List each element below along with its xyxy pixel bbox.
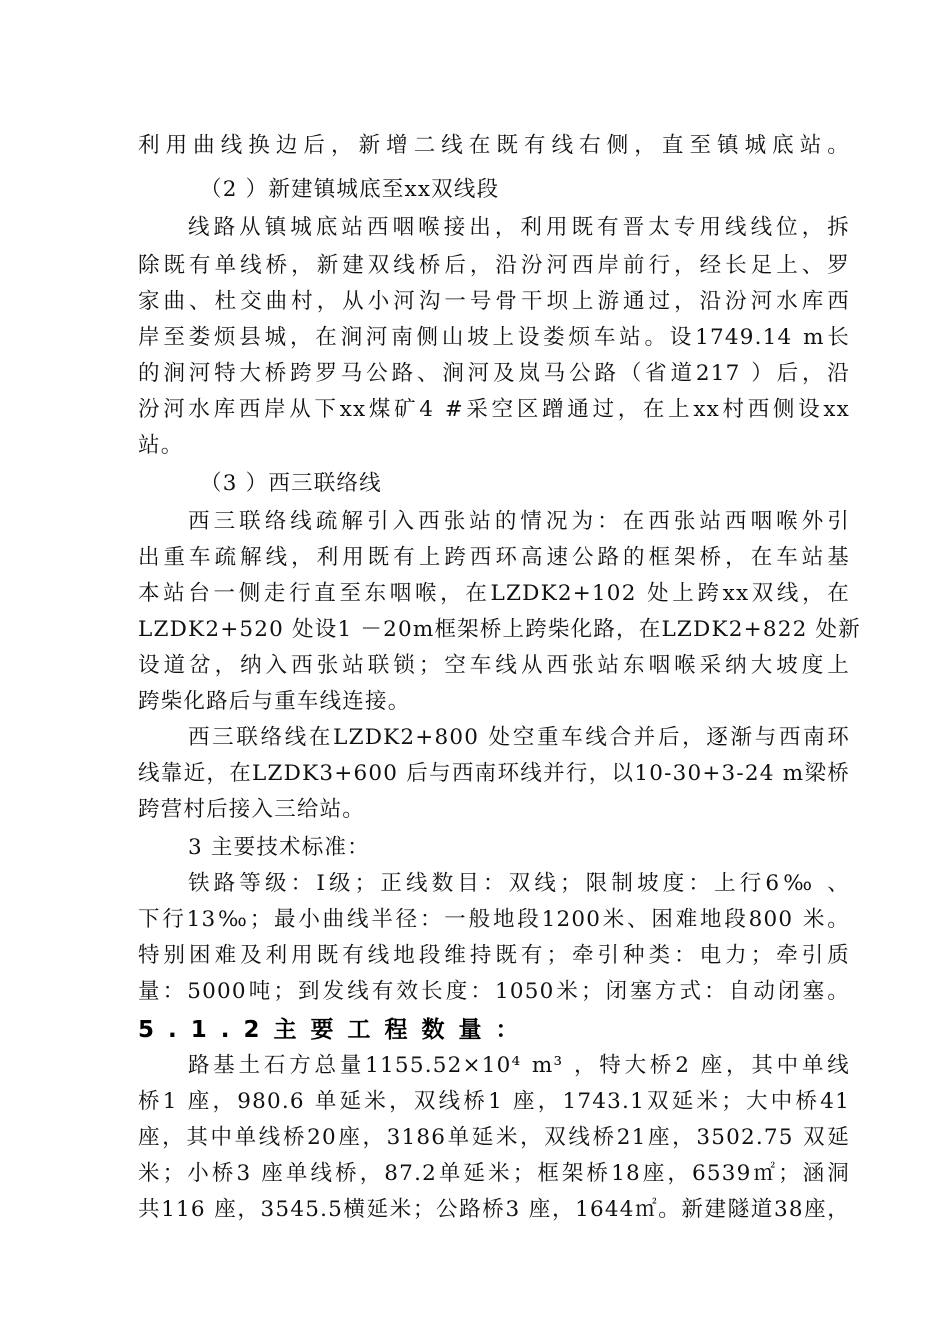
text-line: 共116 座，3545.5横延米；公路桥3 座，1644㎡。新建隧道38座， xyxy=(138,1197,850,1222)
subsection-heading: （2 ）新建镇城底至xx双线段 xyxy=(200,177,500,202)
text-line: 线靠近，在LZDK3+600 后与西南环线并行，以10-30+3-24 m梁桥 xyxy=(138,761,850,786)
text-line: 铁路等级：Ⅰ级；正线数目：双线；限制坡度：上行6‰ 、 xyxy=(188,871,850,896)
text-line: 下行13‰；最小曲线半径：一般地段1200米、困难地段800 米。 xyxy=(138,907,850,932)
text-line: 汾河水库西岸从下xx煤矿4 #采空区蹭通过，在上xx村西侧设xx xyxy=(138,397,850,422)
section-heading: 5.1.2主要工程数量： xyxy=(138,1017,533,1043)
subsection-heading: 3 主要技术标准： xyxy=(188,835,370,860)
text-line: 设道岔，纳入西张站联锁；空车线从西张站东咽喉采纳大坡度上 xyxy=(138,653,850,678)
text-line: 家曲、杜交曲村，从小河沟一号骨干坝上游通过，沿汾河水库西 xyxy=(138,289,850,314)
text-line: 西三联络线在LZDK2+800 处空重车线合并后，逐渐与西南环 xyxy=(188,725,850,750)
text-line: 米；小桥3 座单线桥，87.2单延米；框架桥18座，6539㎡；涵洞 xyxy=(138,1161,850,1186)
text-line: 路基土石方总量1155.52×10⁴ m³ ，特大桥2 座，其中单线 xyxy=(188,1053,850,1078)
text-line: 跨柴化路后与重车线连接。 xyxy=(138,689,411,714)
text-line: 跨营村后接入三给站。 xyxy=(138,797,366,822)
text-line: 站。 xyxy=(138,433,184,458)
text-line: 桥1 座，980.6 单延米，双线桥1 座，1743.1双延米；大中桥41 xyxy=(138,1089,850,1114)
text-line: 量：5000吨；到发线有效长度：1050米；闭塞方式：自动闭塞。 xyxy=(138,979,850,1004)
text-line: 座，其中单线桥20座，3186单延米，双线桥21座，3502.75 双延 xyxy=(138,1125,850,1150)
text-line: LZDK2+520 处设1 －20m框架桥上跨柴化路，在LZDK2+822 处新 xyxy=(138,617,861,642)
subsection-heading: （3 ）西三联络线 xyxy=(200,471,382,496)
text-line: 出重车疏解线，利用既有上跨西环高速公路的框架桥，在车站基 xyxy=(138,545,850,570)
text-line: 线路从镇城底站西咽喉接出，利用既有晋太专用线线位，拆 xyxy=(188,215,850,240)
text-line: 本站台一侧走行直至东咽喉，在LZDK2+102 处上跨xx双线，在 xyxy=(138,581,850,606)
text-line: 岸至娄烦县城，在涧河南侧山坡上设娄烦车站。设1749.14 m长 xyxy=(138,325,850,350)
text-line: 除既有单线桥，新建双线桥后，沿汾河西岸前行，经长足上、罗 xyxy=(138,253,850,278)
text-line: 特别困难及利用既有线地段维持既有；牵引种类：电力；牵引质 xyxy=(138,943,850,968)
text-line: 西三联络线疏解引入西张站的情况为：在西张站西咽喉外引 xyxy=(188,509,850,534)
text-line: 利用曲线换边后，新增二线在既有线右侧，直至镇城底站。 xyxy=(138,133,850,158)
text-line: 的涧河特大桥跨罗马公路、涧河及岚马公路（省道217 ）后，沿 xyxy=(138,361,850,386)
